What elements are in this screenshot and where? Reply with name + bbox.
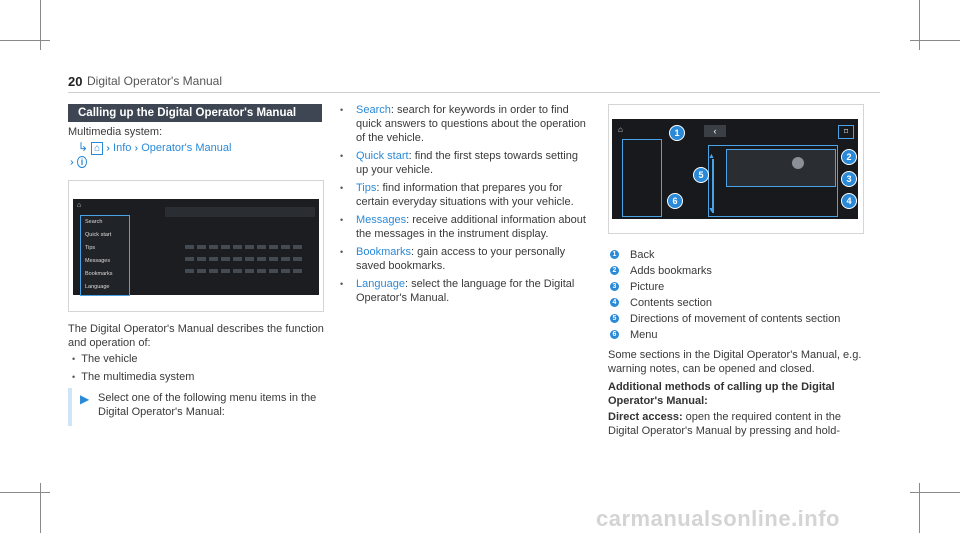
- menu-item-tips: Tips: [85, 245, 96, 251]
- sections-paragraph: Some sections in the Digital Operator's Manual, e.g. warning notes, can be opened and closed.: [608, 349, 862, 375]
- keyboard-key: [233, 245, 242, 249]
- scroll-direction-line: [712, 159, 714, 213]
- home-icon: ⌂: [618, 125, 623, 134]
- direct-access-text: open the required content in the Digital Operator's Manual by pressing and hold-: [608, 411, 842, 437]
- keyboard-key: [221, 269, 230, 273]
- keyboard-key: [233, 269, 242, 273]
- play-arrow-icon: ▶: [80, 392, 90, 406]
- back-button-highlight: ‹: [704, 125, 726, 137]
- manual-content-screenshot: [608, 104, 864, 234]
- legend-number: 1: [610, 250, 619, 259]
- manual-menu-screenshot: [68, 180, 324, 312]
- keyboard-key: [185, 245, 194, 249]
- term-search: Search: [356, 104, 391, 116]
- keyboard-key: [209, 245, 218, 249]
- return-arrow-icon: ↳: [78, 140, 89, 154]
- legend-label: Picture: [630, 281, 665, 293]
- crop-mark: [0, 40, 50, 41]
- term-text: : receive additional information about the messages in the instrument display.: [356, 214, 586, 240]
- bullet-icon: •: [340, 215, 344, 225]
- crop-mark: [910, 492, 960, 493]
- legend-item: [610, 328, 870, 344]
- list-item: [338, 277, 592, 305]
- double-chevron-icon: ››: [70, 157, 71, 168]
- term-text: : gain access to your personally saved bookmarks.: [356, 246, 566, 272]
- bullet-item: [72, 370, 194, 384]
- steering-wheel-icon: [792, 157, 804, 169]
- header-rule: [68, 92, 880, 93]
- list-item: [338, 103, 592, 145]
- menu-item-language: Language: [85, 284, 110, 290]
- instruction-bar: [68, 388, 72, 426]
- legend-number: 3: [610, 282, 619, 291]
- navigation-path: [78, 140, 231, 156]
- menu-item-quick-start: Quick start: [85, 232, 112, 238]
- intro-text: The Digital Operator's Manual describes the function and operation of:: [68, 323, 324, 349]
- instruction-text: Select one of the following menu items in the Digital Operator's Manual:: [98, 392, 317, 418]
- keyboard-key: [185, 257, 194, 261]
- term-bookmarks: Bookmarks: [356, 246, 412, 258]
- path-step-info: Info: [113, 142, 132, 154]
- arrow-down-icon: ▼: [708, 207, 715, 214]
- keyboard-key: [293, 245, 302, 249]
- menu-item-search: Search: [85, 219, 103, 225]
- watermark-text: carmanualsonline.info: [596, 506, 840, 531]
- legend-item: [610, 280, 870, 296]
- display-screen: [73, 199, 319, 295]
- legend-number: 6: [610, 330, 619, 339]
- bullet-icon: •: [340, 105, 344, 115]
- menu-list: [80, 215, 130, 296]
- term-text: : find information that prepares you for certain everyday situations with your vehicle.: [356, 182, 574, 208]
- double-chevron-icon: ››: [106, 143, 107, 154]
- picture-area: [726, 149, 836, 187]
- callout-2: 2: [841, 149, 857, 165]
- section-title: Calling up the Digital Operator's Manual: [68, 104, 322, 122]
- keyboard-key: [257, 269, 266, 273]
- legend-number: 2: [610, 266, 619, 275]
- legend-item: [610, 248, 870, 264]
- keyboard-key: [245, 257, 254, 261]
- legend-label: Menu: [630, 329, 658, 341]
- legend-label: Back: [630, 249, 655, 261]
- legend-list: [610, 248, 870, 344]
- keyboard-key: [257, 257, 266, 261]
- keyboard-key: [281, 269, 290, 273]
- term-language: Language: [356, 278, 405, 290]
- keyboard-key: [269, 245, 278, 249]
- bullet-text: The multimedia system: [81, 371, 195, 383]
- keyboard-key: [185, 269, 194, 273]
- keyboard-key: [197, 245, 206, 249]
- bullet-icon: •: [340, 247, 344, 257]
- bullet-icon: •: [72, 372, 76, 382]
- menu-item-messages: Messages: [85, 258, 111, 264]
- menu-area: [622, 139, 662, 217]
- keyboard-key: [281, 245, 290, 249]
- term-text: : search for keywords in order to find quick answers to questions about the operation of the vehicle.: [356, 104, 586, 144]
- direct-access-paragraph: [608, 410, 870, 438]
- term-quick-start: Quick start: [356, 150, 409, 162]
- instruction-block: [68, 388, 324, 428]
- legend-item: [610, 264, 870, 280]
- menu-item-bookmarks: Bookmarks: [85, 271, 113, 277]
- keyboard-key: [221, 245, 230, 249]
- crop-mark: [910, 40, 960, 41]
- legend-label: Directions of movement of contents section: [630, 313, 841, 325]
- callout-1: 1: [669, 125, 685, 141]
- callout-6: 6: [667, 193, 683, 209]
- callout-5: 5: [693, 167, 709, 183]
- term-text: : select the language for the Digital Operator's Manual.: [356, 278, 575, 304]
- subheading: Additional methods of calling up the Digital Operator's Manual:: [608, 381, 835, 407]
- display-screen: [612, 119, 858, 219]
- keyboard-key: [269, 269, 278, 273]
- keyboard-key: [245, 269, 254, 273]
- keyboard-key: [269, 257, 278, 261]
- list-item: [338, 245, 592, 273]
- bookmark-icon: ⌑: [838, 125, 854, 139]
- crop-mark: [40, 483, 41, 533]
- legend-number: 5: [610, 314, 619, 323]
- keyboard-key: [209, 269, 218, 273]
- keyboard-key: [209, 257, 218, 261]
- menu-description-list: [338, 103, 592, 309]
- legend-number: 4: [610, 298, 619, 307]
- keyboard-key: [221, 257, 230, 261]
- home-icon: ⌂: [91, 142, 103, 155]
- keyboard-key: [245, 245, 254, 249]
- home-icon: ⌂: [77, 202, 82, 209]
- list-item: [338, 149, 592, 177]
- keyboard-key: [293, 269, 302, 273]
- list-item: [338, 181, 592, 209]
- double-chevron-icon: ››: [134, 143, 136, 154]
- bullet-item: [72, 352, 138, 366]
- crop-mark: [0, 492, 50, 493]
- bullet-icon: •: [340, 183, 344, 193]
- callout-4: 4: [841, 193, 857, 209]
- legend-item: [610, 296, 870, 312]
- callout-3: 3: [841, 171, 857, 187]
- keyboard-key: [257, 245, 266, 249]
- info-icon: i: [77, 156, 88, 168]
- page-number: 20: [68, 74, 83, 89]
- path-step-manual: Operator's Manual: [141, 142, 232, 154]
- bullet-icon: •: [340, 151, 344, 161]
- keyboard-key: [197, 257, 206, 261]
- navigation-path-end: [70, 155, 87, 170]
- list-item: [338, 213, 592, 241]
- direct-access-label: Direct access:: [608, 411, 683, 423]
- path-system: Multimedia system:: [68, 126, 163, 138]
- bullet-icon: •: [340, 279, 344, 289]
- keyboard-key: [293, 257, 302, 261]
- legend-label: Contents section: [630, 297, 712, 309]
- search-field: [165, 207, 315, 217]
- legend-label: Adds bookmarks: [630, 265, 712, 277]
- bullet-icon: •: [72, 354, 76, 364]
- term-tips: Tips: [356, 182, 377, 194]
- legend-item: [610, 312, 870, 328]
- term-messages: Messages: [356, 214, 407, 226]
- crop-mark: [40, 0, 41, 50]
- running-title: Digital Operator's Manual: [87, 74, 223, 88]
- keyboard-key: [197, 269, 206, 273]
- term-text: : find the first steps towards setting up your vehicle.: [356, 150, 578, 176]
- bullet-text: The vehicle: [81, 353, 138, 365]
- crop-mark: [919, 483, 920, 533]
- arrow-up-icon: ▲: [708, 153, 715, 160]
- keyboard-key: [281, 257, 290, 261]
- keyboard-key: [233, 257, 242, 261]
- crop-mark: [919, 0, 920, 50]
